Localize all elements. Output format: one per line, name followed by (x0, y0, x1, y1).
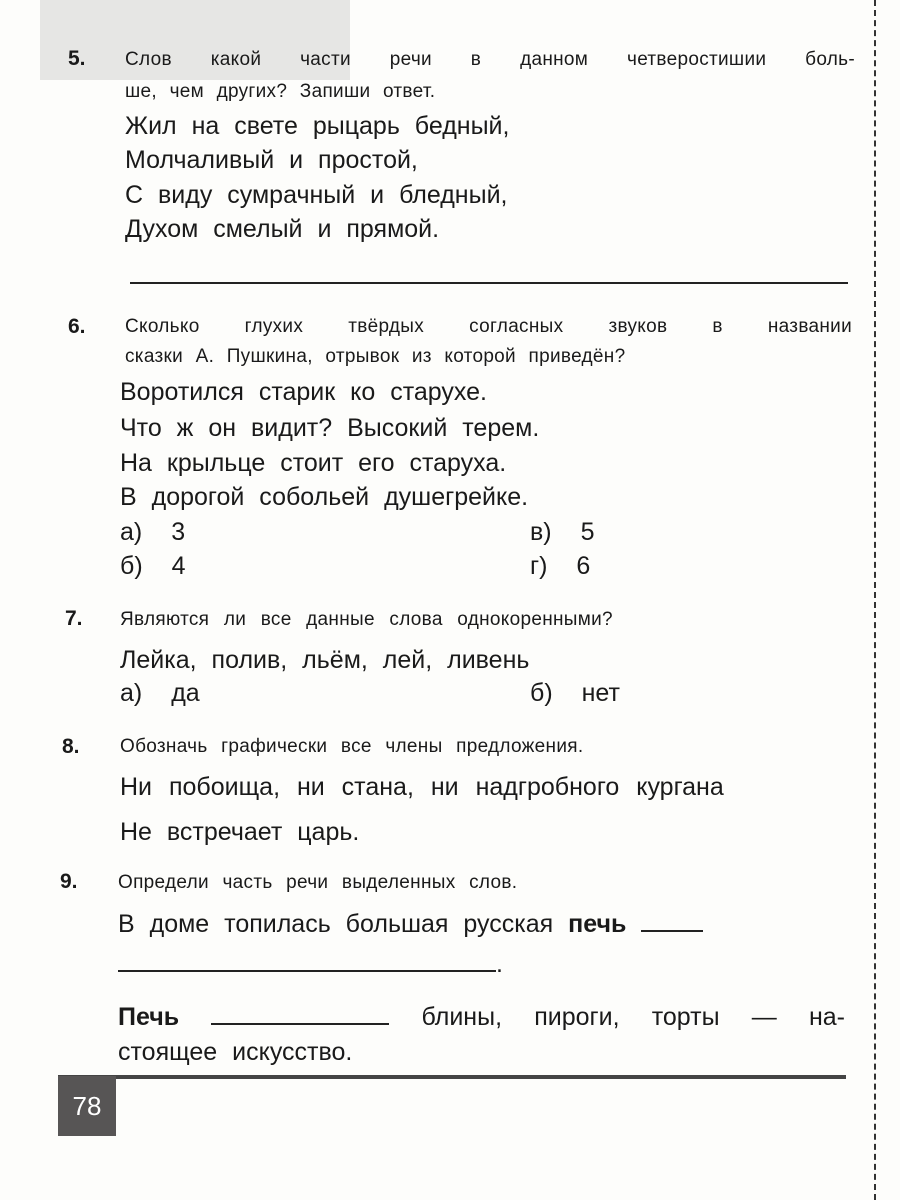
answer-blank[interactable] (641, 929, 703, 932)
option-g[interactable] (530, 552, 590, 581)
q6-number: 6. (68, 315, 86, 338)
poem-line: В дорогой собольей душегрейке. (120, 483, 529, 511)
highlighted-word: печь (568, 910, 627, 938)
sentence-1 (118, 910, 703, 939)
q9-text: Определи часть речи выделенных слов. (118, 872, 518, 893)
poem-line: Воротился старик ко старухе. (120, 378, 487, 406)
option-label: б) (120, 552, 143, 580)
q5-text: Слов какой части речи в данном четверостишии боль- (125, 49, 855, 70)
sentence-line: Не встречает царь. (120, 818, 360, 846)
poem-line: Что ж он видит? Высокий терем. (120, 414, 540, 442)
option-value: 4 (171, 552, 186, 580)
q7-text: Являются ли все данные слова однокоренными? (120, 609, 613, 630)
option-a[interactable] (120, 679, 200, 708)
cut-line (874, 0, 876, 1200)
q9-number: 9. (60, 870, 78, 893)
answer-blank[interactable] (118, 969, 496, 972)
option-value: 3 (171, 518, 186, 546)
poem-line: На крыльце стоит его старуха. (120, 449, 507, 477)
answer-blank[interactable] (211, 1022, 389, 1025)
poem-line: С виду сумрачный и бледный, (125, 181, 508, 209)
sentence-2 (118, 1003, 845, 1032)
sentence-line: Ни побоища, ни стана, ни надгробного кургана (120, 773, 724, 801)
q8-number: 8. (62, 735, 80, 758)
q5-answer-line[interactable] (130, 282, 848, 284)
option-label: б) (530, 679, 553, 707)
sentence-2-cont: стоящее искусство. (118, 1038, 353, 1066)
period: . (496, 950, 503, 978)
q7-number: 7. (65, 607, 83, 630)
option-b[interactable] (120, 552, 186, 581)
option-label: г) (530, 552, 548, 580)
page-number: 78 (58, 1076, 116, 1136)
q6-text: Сколько глухих твёрдых согласных звуков в названии (125, 316, 852, 337)
sentence-text: блины, пироги, торты — на- (421, 1003, 845, 1031)
option-a[interactable] (120, 518, 185, 547)
poem-line: Молчаливый и простой, (125, 146, 418, 174)
sentence-text: В доме топилась большая русская (118, 910, 554, 938)
option-value: 6 (576, 552, 591, 580)
option-v[interactable] (530, 518, 594, 547)
q5-number: 5. (68, 47, 86, 70)
option-label: а) (120, 518, 143, 546)
option-value: 5 (580, 518, 595, 546)
poem-line: Духом смелый и прямой. (125, 215, 440, 243)
option-value: да (171, 679, 200, 707)
poem-line: Жил на свете рыцарь бедный, (125, 112, 510, 140)
q7-words: Лейка, полив, льём, лей, ливень (120, 646, 530, 674)
footer-rule (58, 1075, 846, 1079)
q5-text: ше, чем других? Запиши ответ. (125, 81, 436, 102)
q8-text: Обозначь графически все члены предложения. (120, 736, 584, 757)
sentence-1-cont (118, 950, 503, 979)
highlighted-word: Печь (118, 1003, 180, 1031)
option-b[interactable] (530, 679, 620, 708)
q6-text: сказки А. Пушкина, отрывок из которой приведён? (125, 346, 626, 367)
option-label: а) (120, 679, 143, 707)
option-value: нет (581, 679, 620, 707)
option-label: в) (530, 518, 552, 546)
